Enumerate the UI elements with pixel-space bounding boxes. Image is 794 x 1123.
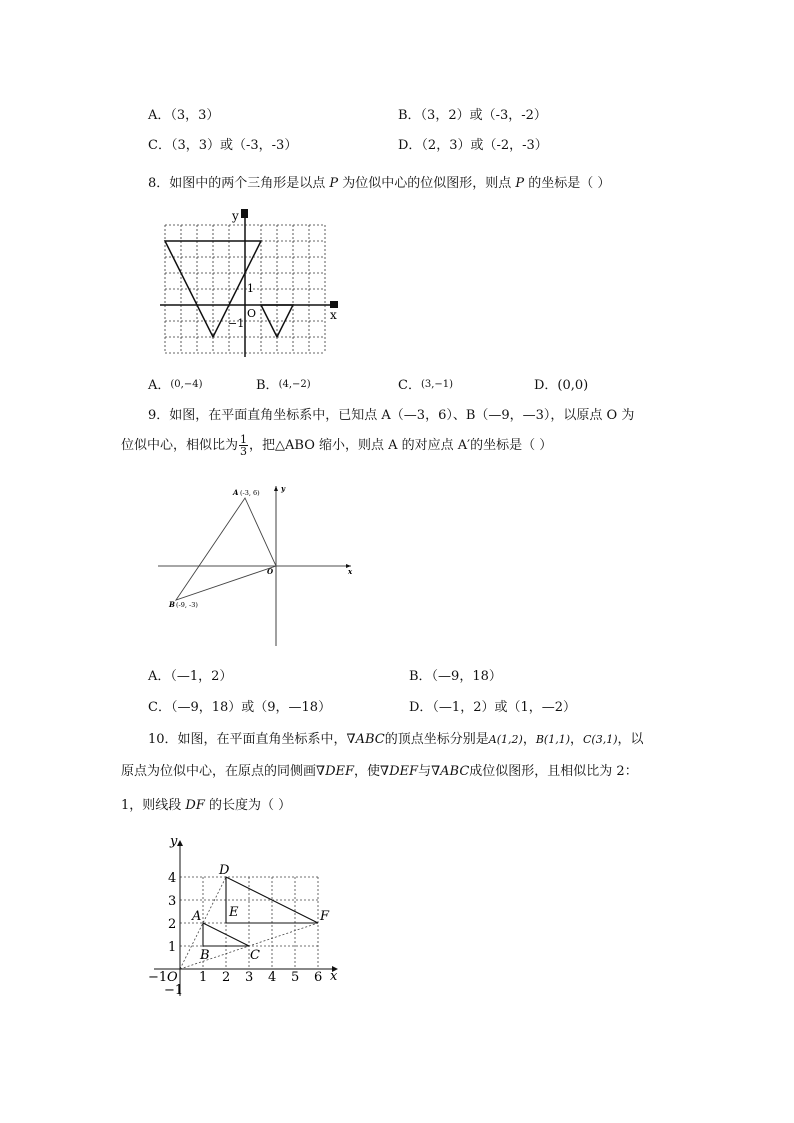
q10-triangle-def: ∇DEF (380, 764, 419, 779)
q10-x-tick: 5 (291, 970, 300, 985)
q10-stem-text: ，使 (354, 764, 381, 779)
q8-tick-neg1: −1 (228, 317, 245, 330)
q10-tick-neg1-x: −1 (148, 970, 168, 985)
q10-segment-df: DF (185, 798, 205, 813)
q10-stem-line2 (121, 760, 638, 779)
q10-label-c: C (250, 948, 260, 963)
q8-option-b-label: B． (256, 378, 279, 393)
q8-var-p: P (329, 176, 339, 191)
q10-stem-text: 的长度为（ ） (204, 798, 292, 813)
q9-ratio-fraction (239, 434, 248, 457)
q10-x-tick: 1 (199, 970, 208, 985)
q10-origin: O (167, 970, 178, 985)
q9-option-b: B．（—9，18） (409, 669, 502, 684)
q7-option-b: B．（3，2）或（-3，-2） (398, 108, 547, 123)
q10-triangle-abc: ∇ABC (431, 764, 470, 779)
q10-triangle-abc: ∇ABC (346, 732, 385, 747)
q8-option-a (148, 374, 202, 393)
q10-separator: ， (570, 732, 584, 747)
q10-y-tick: 1 (168, 940, 177, 955)
q8-option-c-label: C． (398, 378, 421, 393)
q9-point-a-label: A (233, 488, 239, 497)
q8-option-c (398, 374, 453, 393)
q10-y-tick: 3 (168, 894, 177, 909)
q7-option-c: C．（3，3）或（-3，-3） (148, 138, 298, 153)
q9-y-label: y (281, 484, 286, 493)
q7-option-a: A．（3，3） (148, 108, 220, 123)
q9-y-arrow (274, 486, 278, 491)
q8-option-b (256, 374, 311, 393)
q8-option-a-value: (0,−4) (170, 379, 203, 390)
q8-var-p: P (515, 176, 525, 191)
q8-x-arrow (330, 301, 338, 308)
q9-point-b-coord: (-9, -3) (176, 601, 198, 609)
q8-option-d: D．(0,0) (534, 378, 589, 393)
q10-point-b: B(1,1) (535, 733, 570, 746)
q9-fraction-denominator: 3 (240, 445, 248, 458)
q10-y-arrow (177, 840, 183, 846)
q10-label-a: A (192, 909, 202, 924)
q8-option-c-value: (3,−1) (420, 379, 454, 390)
q10-label-e: E (229, 905, 239, 920)
q10-point-c: C(3,1) (583, 733, 618, 746)
q8-tick-1: 1 (247, 282, 254, 295)
q10-label-b: B (200, 948, 210, 963)
q9-stem-text: 位似中心，相似比为 (121, 438, 239, 453)
q10-stem-line1 (148, 728, 644, 747)
q10-point-a: A(1,2) (488, 733, 523, 746)
q9-point-b-label: B (169, 600, 175, 609)
q8-figure (150, 205, 350, 365)
q9-stem-line1: 9．如图，在平面直角坐标系中，已知点 A（—3，6）、B（—9，—3），以原点 O 为 (148, 408, 635, 423)
q9-stem-line2 (121, 434, 552, 457)
q8-option-b-value: (4,−2) (278, 379, 311, 390)
q10-stem-text: 原点为位似中心，在原点的同侧画 (121, 764, 317, 779)
q9-point-a-coord: (-3, 6) (240, 489, 260, 497)
q10-stem-text: 10．如图，在平面直角坐标系中， (148, 732, 347, 747)
q10-triangle-def: ∇DEF (316, 764, 355, 779)
q10-stem-text: ，以 (617, 732, 644, 747)
q8-origin: O (247, 307, 257, 320)
q10-y-label: y (170, 834, 178, 849)
q8-stem-text: 的坐标是（ ） (524, 176, 611, 191)
q8-stem (148, 172, 610, 191)
q9-figure (155, 480, 360, 650)
q10-stem-text: 与 (418, 764, 432, 779)
q8-x-label: x (330, 308, 337, 322)
q8-stem-text: 8．如图中的两个三角形是以点 (148, 176, 330, 191)
q10-figure (140, 828, 350, 1006)
q8-stem-text: 为位似中心的位似图形，则点 (338, 176, 516, 191)
q9-triangle-abo (176, 498, 276, 600)
q10-stem-text: 成位似图形，且相似比为 2： (469, 764, 638, 779)
q10-stem-line3 (121, 794, 291, 813)
q10-x-tick: 4 (268, 970, 277, 985)
q8-option-a-label: A． (148, 378, 171, 393)
q10-tick-neg1-y: −1 (164, 983, 184, 998)
q10-x-tick: 2 (222, 970, 231, 985)
q10-label-f: F (320, 909, 330, 924)
q10-y-tick: 2 (168, 917, 177, 932)
q10-x-tick: 3 (245, 970, 254, 985)
q7-option-d: D．（2，3）或（-2，-3） (398, 138, 548, 153)
q8-y-arrow (241, 209, 248, 218)
q10-x-label: x (330, 969, 338, 984)
q9-stem-text: ，把△ABO 缩小，则点 A 的对应点 A′的坐标是（ ） (249, 438, 553, 453)
q9-option-d: D．（—1，2）或（1，—2） (409, 700, 577, 715)
q9-option-c: C．（—9，18）或（9，—18） (148, 700, 332, 715)
q9-fraction-numerator: 1 (240, 433, 248, 446)
q9-option-a: A．（—1，2） (148, 669, 233, 684)
q9-origin: O (267, 567, 274, 576)
q10-separator: ， (522, 732, 536, 747)
q8-y-label: y (232, 209, 239, 223)
q10-label-d: D (219, 863, 230, 878)
q10-stem-text: 1，则线段 (121, 798, 186, 813)
q10-y-tick: 4 (168, 871, 177, 886)
q9-x-label: x (348, 567, 353, 576)
q10-x-tick: 6 (314, 970, 323, 985)
q10-stem-text: 的顶点坐标分别是 (384, 732, 489, 747)
